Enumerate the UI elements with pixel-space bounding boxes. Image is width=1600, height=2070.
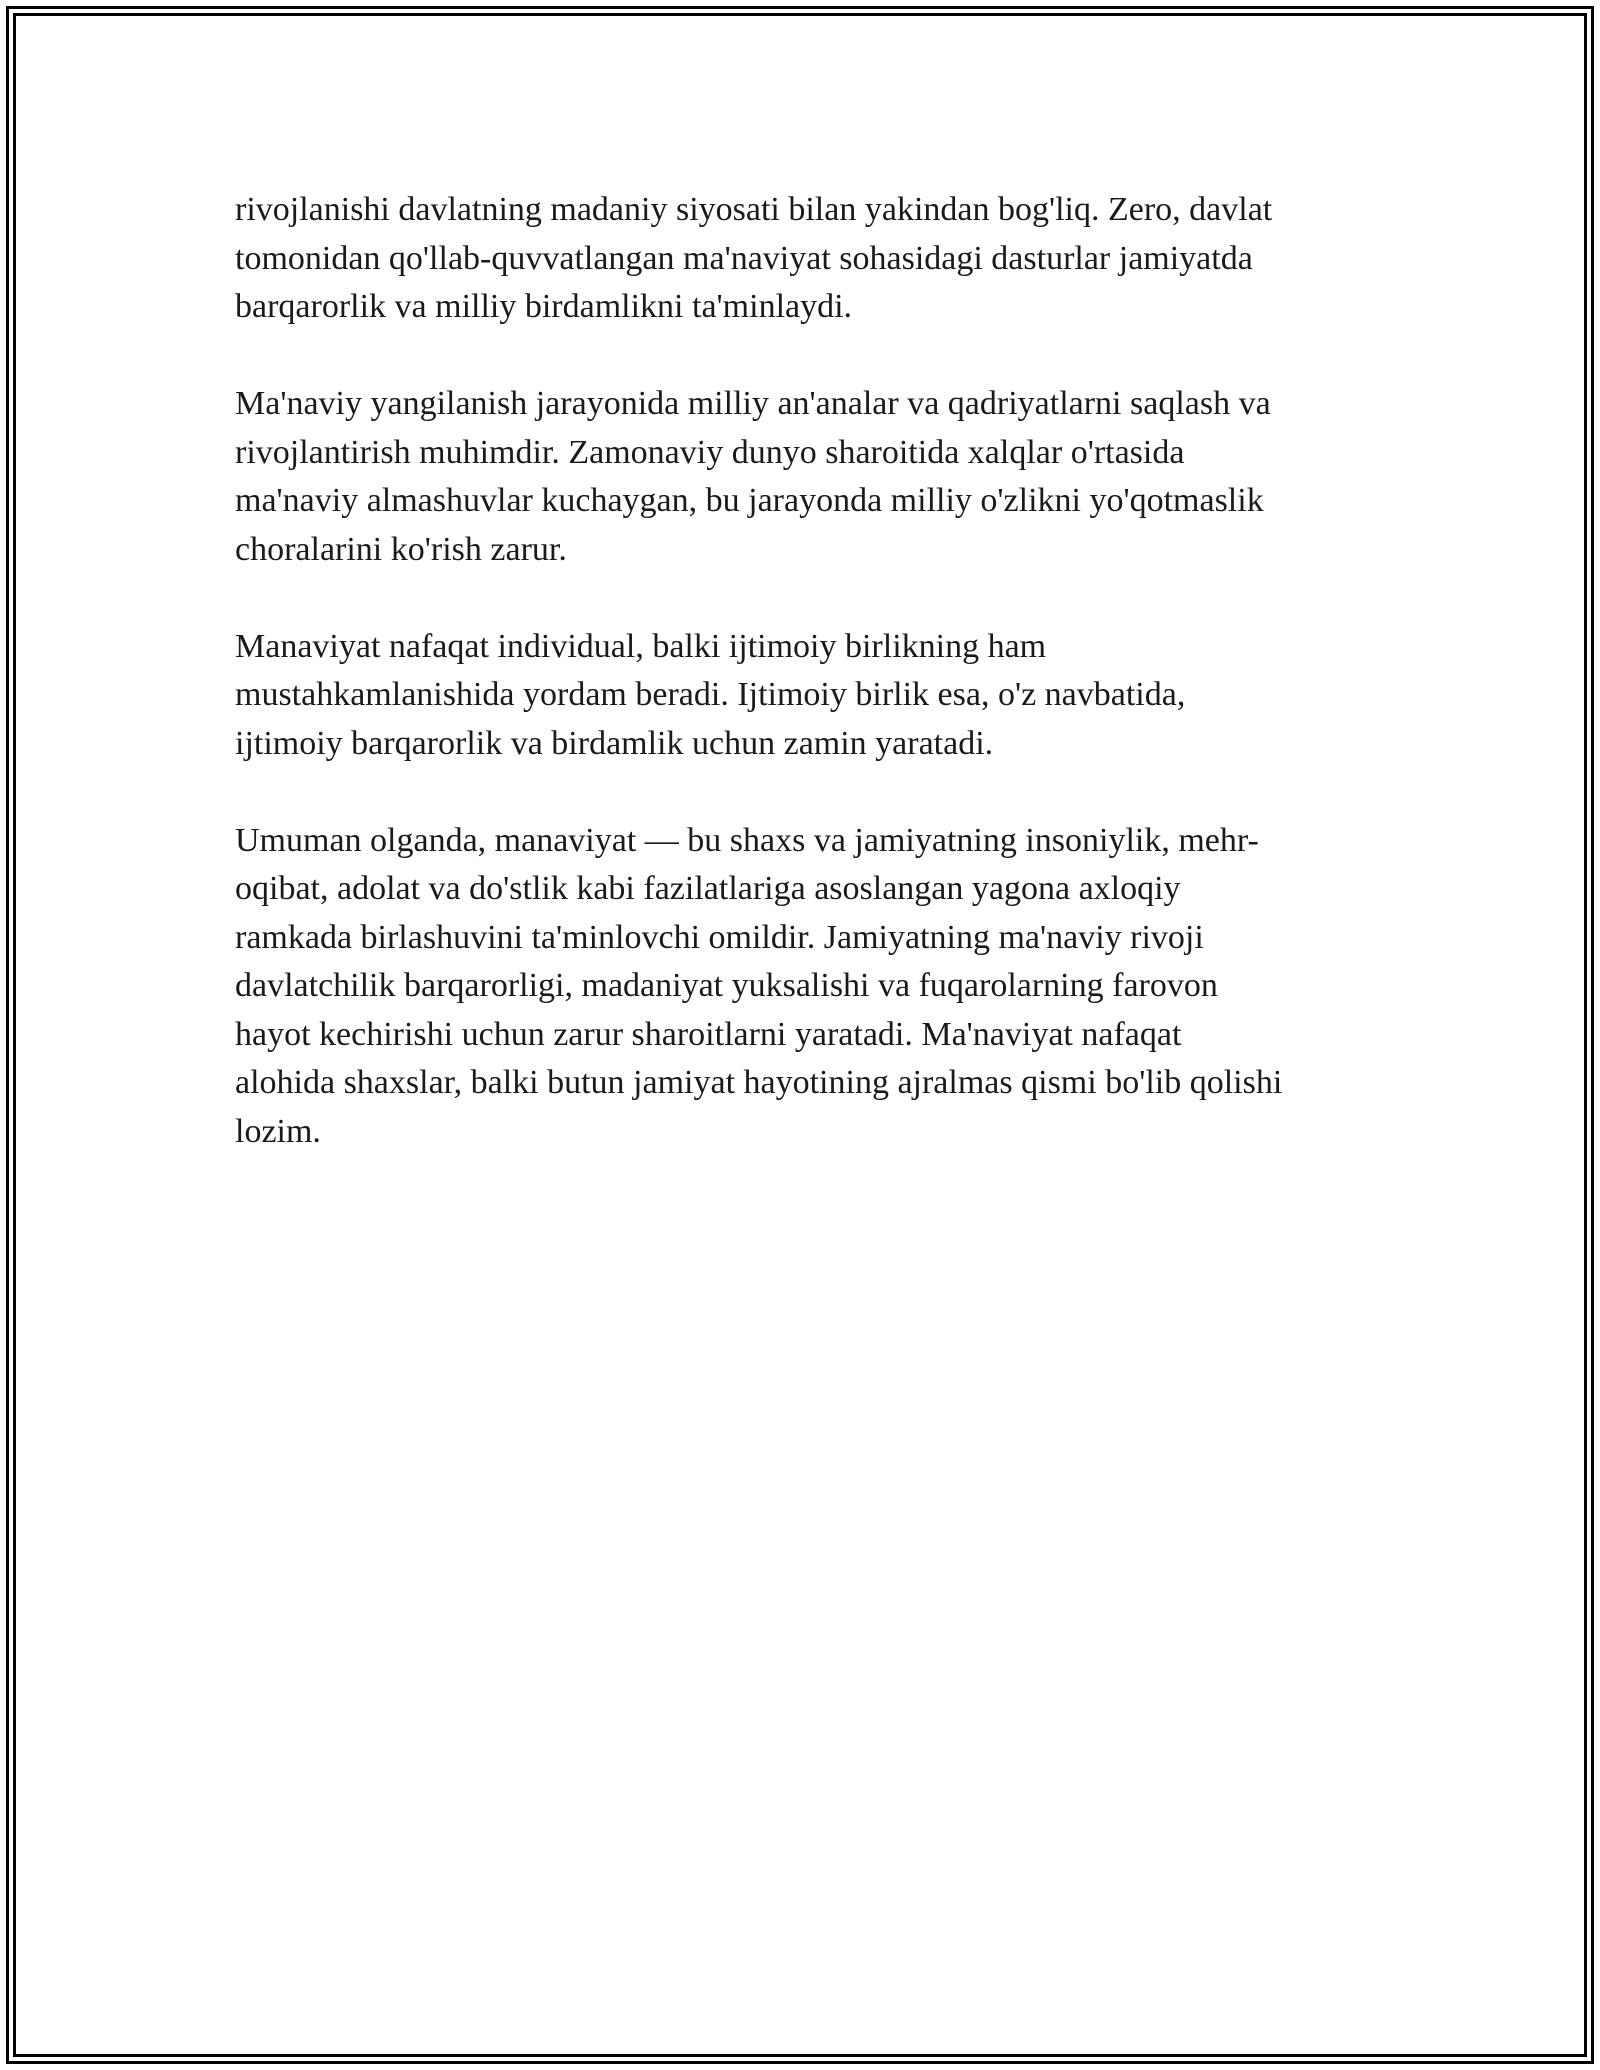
document-body (235, 186, 1375, 1205)
paragraph-1: rivojlanishi davlatning madaniy siyosati bilan yakindan bog'liq. Zero, davlat tomonidan qo'llab-quvvatlangan ma'naviyat sohasidagi dasturlar jamiyatda barqarorlik va milliy birdamlikni ta'minlaydi. (235, 191, 1273, 325)
paragraph-4: Umuman olganda, manaviyat — bu shaxs va jamiyatning insoniylik, mehr- oqibat, adolat va do'stlik kabi fazilatlariga asoslangan yagona axloqiy ramkada birlashuvini ta'minlovchi omildir. Jamiyatning ma'naviy rivoji davlatchilik barqarorligi, madaniyat yuksalishi va fuqarolarning farovon hayot kechirishi uchun zarur sharoitlarni yaratadi. Ma'naviyat nafaqat alohida shaxslar, balki butun jamiyat hayotining ajralmas qismi bo'lib qolishi lozim. (235, 821, 1283, 1150)
paragraph-3: Manaviyat nafaqat individual, balki ijtimoiy birlikning ham mustahkamlanishida yordam beradi. Ijtimoiy birlik esa, o'z navbatida, ijtimoiy barqarorlik va birdamlik uchun zamin yaratadi. (235, 627, 1186, 762)
paragraph-2: Ma'naviy yangilanish jarayonida milliy an'analar va qadriyatlarni saqlash va rivojlantirish muhimdir. Zamonaviy dunyo sharoitida xalqlar o'rtasida ma'naviy almashuvlar kuchaygan, bu jarayonda milliy o'zlikni yo'qotmaslik choralarini ko'rish zarur. (235, 385, 1271, 568)
